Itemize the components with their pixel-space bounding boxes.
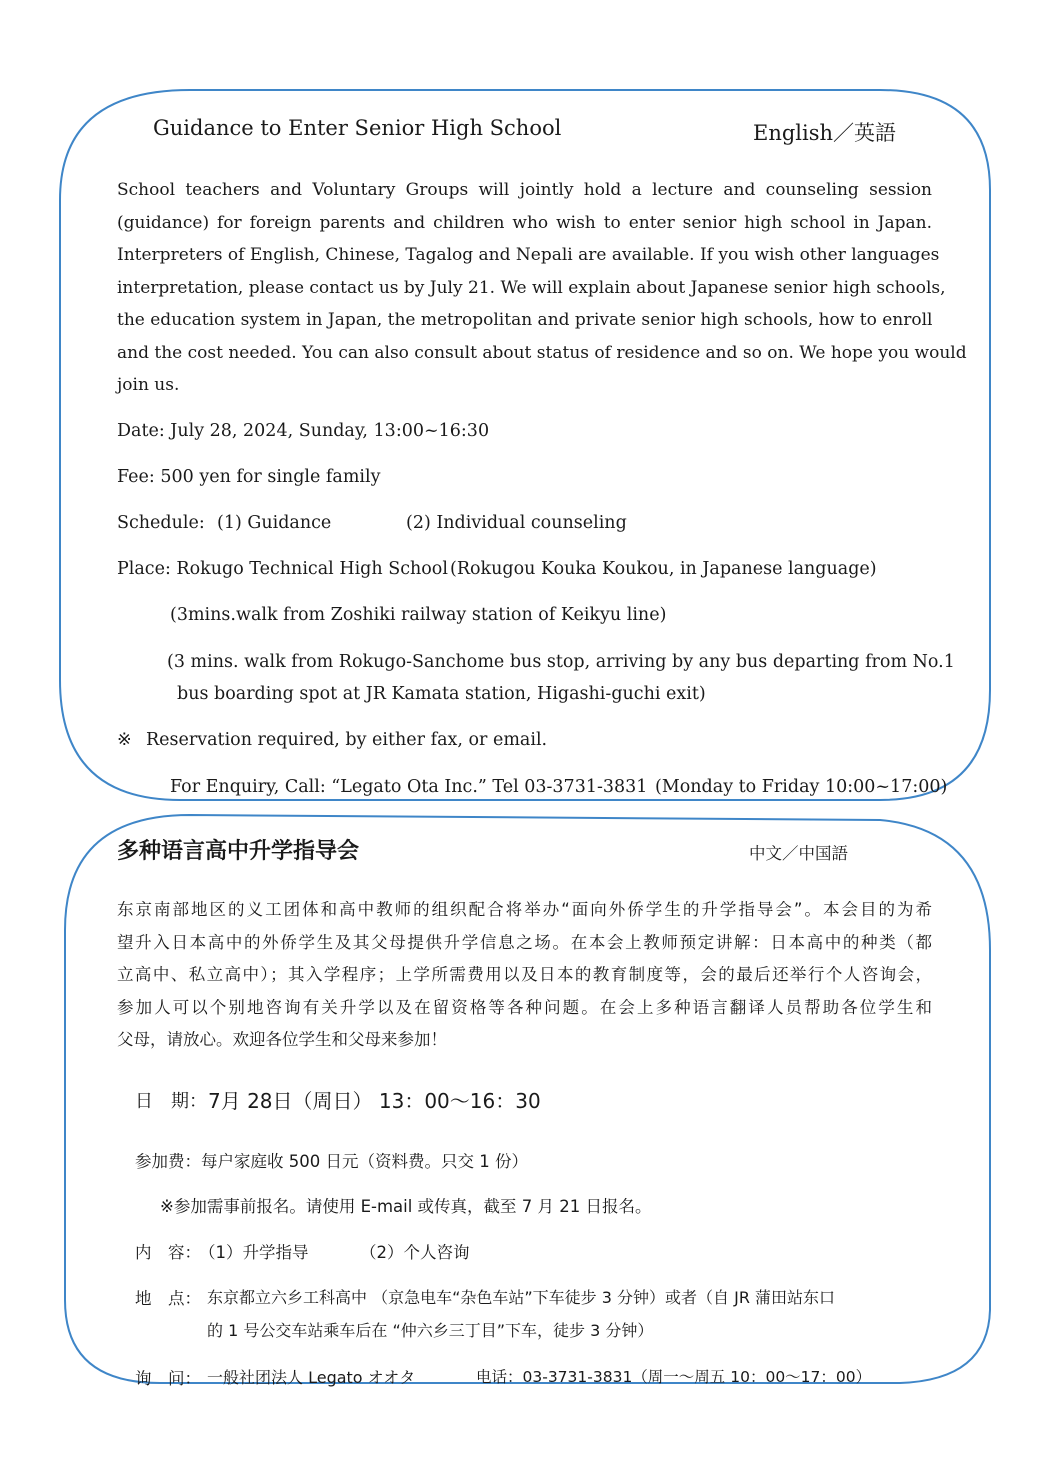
- english-language-label: English／英語: [753, 121, 897, 145]
- event-fee: Fee: 500 yen for single family: [117, 467, 381, 487]
- intro-line: 立高中、私立高中）；其入学程序；上学所需费用以及日本的教育制度等，会的最后还举行个人咨询会，: [117, 965, 932, 985]
- chinese-place-line2: 的 1 号公交车站乘车后在 “仲六乡三丁目”下车，徒步 3 分钟）: [207, 1321, 654, 1340]
- intro-line: 参加人可以个别地咨询有关升学以及在留资格等各种问题。在会上多种语言翻译人员帮助各位学生和: [117, 997, 932, 1017]
- chinese-date-label: 日 期：: [135, 1091, 207, 1112]
- schedule-item-counseling: (2) Individual counseling: [406, 513, 627, 533]
- place-name: Place: Rokugo Technical High School: [117, 559, 448, 579]
- chinese-language-label: 中文／中国語: [749, 844, 848, 863]
- intro-line: 望升入日本高中的外侨学生及其父母提供升学信息之场。在本会上教师预定讲解：日本高中的种类（都: [117, 932, 932, 952]
- chinese-place-label: 地 点：: [135, 1289, 201, 1308]
- event-date: Date: July 28, 2024, Sunday, 13:00~16:30: [117, 421, 490, 441]
- chinese-content-item2: （2）个人咨询: [360, 1243, 470, 1262]
- intro-line: and the cost needed. You can also consult about status of residence and so on. We hope you would: [117, 342, 967, 363]
- chinese-date-value: 7月 28日（周日） 13：00～16：30: [208, 1089, 541, 1113]
- chinese-enquiry-tel: 电话：03-3731-3831（周一～周五 10：00～17：00）: [476, 1368, 872, 1386]
- chinese-content-label: 内 容：: [135, 1243, 201, 1262]
- english-intro-paragraph: [117, 174, 967, 402]
- schedule-item-guidance: (1) Guidance: [217, 513, 332, 533]
- access-by-train: (3mins.walk from Zoshiki railway station of Keikyu line): [170, 605, 667, 625]
- chinese-enquiry-label: 询 问：: [135, 1369, 201, 1388]
- intro-line: interpretation, please contact us by July 21. We will explain about Japanese senior high schools,: [117, 277, 946, 298]
- chinese-reservation: ※参加需事前报名。请使用 E-mail 或传真，截至 7 月 21 日报名。: [160, 1197, 652, 1216]
- access-by-bus-cont: bus boarding spot at JR Kamata station, Higashi-guchi exit): [177, 684, 706, 704]
- enquiry-hours: (Monday to Friday 10:00~17:00): [655, 777, 948, 797]
- enquiry-contact: For Enquiry, Call: “Legato Ota Inc.” Tel 03-3731-3831: [170, 777, 648, 797]
- english-title: Guidance to Enter Senior High School: [153, 116, 562, 140]
- reservation-mark: ※: [117, 730, 132, 750]
- reservation-note: Reservation required, by either fax, or email.: [146, 730, 548, 750]
- chinese-place-line1: 东京都立六乡工科高中 （京急电车“杂色车站”下车徒步 3 分钟）或者（自 JR 蒲田站东口: [207, 1288, 836, 1307]
- intro-line: the education system in Japan, the metropolitan and private senior high schools, how to enroll: [117, 310, 933, 330]
- intro-line: 父母，请放心。欢迎各位学生和父母来参加！: [117, 1030, 447, 1050]
- chinese-enquiry-org: 一般社团法人 Legato オオタ: [207, 1368, 416, 1387]
- chinese-content-item1: （1）升学指导: [199, 1243, 309, 1262]
- place-japanese-name: (Rokugou Kouka Koukou, in Japanese language): [450, 559, 877, 579]
- schedule-label: Schedule:: [117, 513, 205, 533]
- intro-line: School teachers and Voluntary Groups will jointly hold a lecture and counseling session: [117, 180, 932, 200]
- intro-line: join us.: [117, 375, 180, 395]
- access-by-bus: (3 mins. walk from Rokugo-Sanchome bus stop, arriving by any bus departing from No.1: [167, 652, 955, 672]
- chinese-intro-paragraph: [117, 894, 932, 1057]
- chinese-title: 多种语言高中升学指导会: [117, 839, 360, 864]
- intro-line: 东京南部地区的义工团体和高中教师的组织配合将举办“面向外侨学生的升学指导会”。本会目的为希: [117, 900, 932, 919]
- intro-line: Interpreters of English, Chinese, Tagalog and Nepali are available. If you wish other languages: [117, 245, 940, 265]
- chinese-fee: 参加费：每户家庭收 500 日元（资料费。只交 1 份）: [135, 1152, 528, 1171]
- intro-line: (guidance) for foreign parents and children who wish to enter senior high school in Japan.: [117, 212, 932, 233]
